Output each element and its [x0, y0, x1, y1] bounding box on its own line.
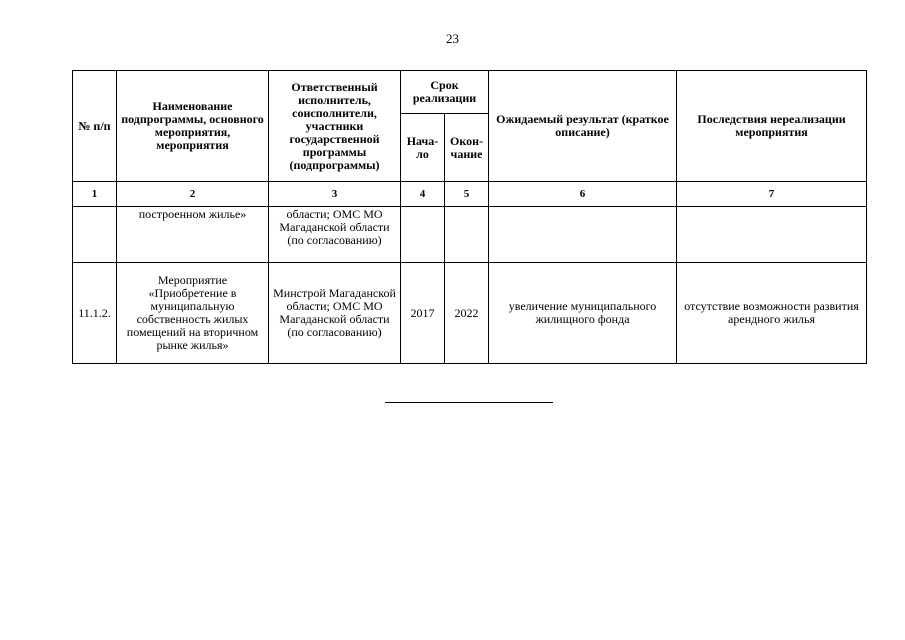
header-num: № п/п — [73, 71, 117, 182]
table-row — [73, 207, 867, 263]
column-number: 4 — [401, 182, 445, 207]
cell-name: Мероприятие «Приобретение в муниципальную собственность жилых помещений на вторичном рынке жилья» — [117, 263, 269, 364]
column-number: 7 — [677, 182, 867, 207]
divider-line — [385, 402, 553, 403]
header-result: Ожидаемый результат (краткое описание) — [489, 71, 677, 182]
cell-end: 2022 — [445, 263, 489, 364]
cell-responsible: Минстрой Магаданской области; ОМС МО Магаданской области (по согласованию) — [269, 263, 401, 364]
cell-result — [489, 207, 677, 263]
cell-end — [445, 207, 489, 263]
cell-num — [73, 207, 117, 263]
header-consequences: Последствия нереализации мероприятия — [677, 71, 867, 182]
cell-responsible: области; ОМС МО Магаданской области (по согласованию) — [269, 207, 401, 263]
column-numbers-row — [73, 182, 867, 207]
cell-consequences: отсутствие возможности развития арендного жилья — [677, 263, 867, 364]
header-term-start: Нача-ло — [401, 114, 445, 182]
cell-start: 2017 — [401, 263, 445, 364]
header-term-end: Окон-чание — [445, 114, 489, 182]
cell-num: 11.1.2. — [73, 263, 117, 364]
column-number: 2 — [117, 182, 269, 207]
header-responsible: Ответственный исполнитель, соисполнители, участники государственной программы (подпрограммы) — [269, 71, 401, 182]
cell-name: построенном жилье» — [117, 207, 269, 263]
column-number: 6 — [489, 182, 677, 207]
program-table — [72, 70, 867, 364]
column-number: 5 — [445, 182, 489, 207]
header-row-1 — [73, 71, 867, 114]
page-number: 23 — [446, 31, 459, 46]
column-number: 1 — [73, 182, 117, 207]
cell-result: увеличение муниципального жилищного фонда — [489, 263, 677, 364]
cell-consequences — [677, 207, 867, 263]
header-name: Наименование подпрограммы, основного мероприятия, мероприятия — [117, 71, 269, 182]
table-row — [73, 263, 867, 364]
header-term: Срок реализации — [401, 71, 489, 114]
column-number: 3 — [269, 182, 401, 207]
cell-start — [401, 207, 445, 263]
